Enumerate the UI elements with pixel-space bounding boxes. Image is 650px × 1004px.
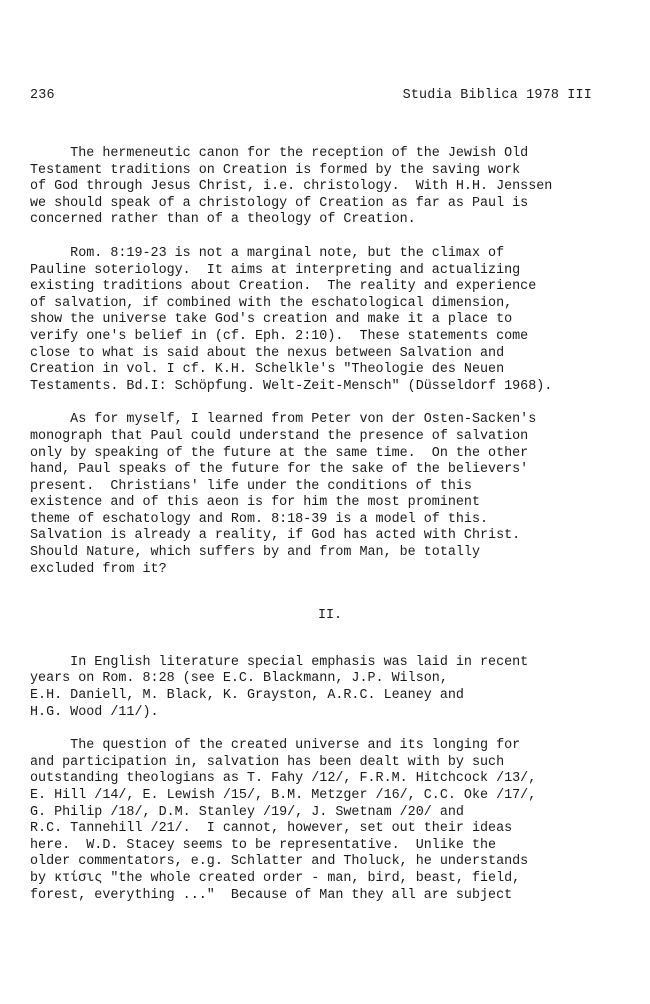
text-line: Testaments. Bd.I: Schöpfung. Welt-Zeit-Mensch" (Düsseldorf 1968). bbox=[30, 378, 553, 394]
text-line: Pauline soteriology. It aims at interpreting and actualizing bbox=[30, 262, 521, 278]
text-line: E.H. Daniell, M. Black, K. Grayston, A.R.C. Leaney and bbox=[30, 688, 464, 704]
text-line: we should speak of a christology of Creation as far as Paul is bbox=[30, 195, 529, 211]
text-line: by κτίσις "the whole created order - man, bird, beast, field, bbox=[30, 870, 521, 886]
text-line: E. Hill /14/, E. Lewish /15/, B.M. Metzger /16/, C.C. Oke /17/, bbox=[30, 788, 537, 803]
text-line: existing traditions about Creation. The reality and experience bbox=[30, 279, 537, 295]
text-line: Salvation is already a reality, if God has acted with Christ. bbox=[30, 528, 521, 544]
page-number: 236 bbox=[30, 88, 55, 103]
paragraph-3 bbox=[30, 412, 620, 578]
paragraph-5 bbox=[30, 738, 620, 904]
text-line: years on Rom. 8:28 (see E.C. Blackmann, J.P. Wilson, bbox=[30, 671, 448, 687]
body-text bbox=[30, 146, 620, 904]
text-line: concerned rather than of a theology of Creation. bbox=[30, 212, 416, 228]
text-line: show the universe take God's creation and make it a place to bbox=[30, 312, 513, 328]
text-line: existence and of this aeon is for him the most prominent bbox=[30, 495, 480, 511]
page-header bbox=[30, 88, 592, 106]
text-line: In English literature special emphasis was laid in recent bbox=[30, 654, 529, 670]
text-line: of salvation, if combined with the eschatological dimension, bbox=[30, 295, 513, 311]
text-line: The question of the created universe and its longing for bbox=[30, 738, 521, 754]
text-line: and participation in, salvation has been dealt with by such bbox=[30, 754, 505, 770]
text-line: forest, everything ..." Because of Man they all are subject bbox=[30, 887, 513, 903]
text-line: of God through Jesus Christ, i.e. christology. With H.H. Jenssen bbox=[30, 179, 553, 195]
text-line: only by speaking of the future at the same time. On the other bbox=[30, 445, 529, 461]
paragraph-2 bbox=[30, 246, 620, 395]
text-line: close to what is said about the nexus between Salvation and bbox=[30, 345, 505, 361]
text-line: Rom. 8:19-23 is not a marginal note, but the climax of bbox=[30, 245, 505, 261]
section-heading: II. bbox=[317, 608, 343, 624]
text-line: verify one's belief in (cf. Eph. 2:10). These statements come bbox=[30, 328, 529, 344]
paragraph-1 bbox=[30, 146, 620, 229]
text-line: Testament traditions on Creation is formed by the saving work bbox=[30, 162, 521, 178]
text-line: older commentators, e.g. Schlatter and Tholuck, he understands bbox=[30, 854, 529, 870]
text-line: As for myself, I learned from Peter von der Osten-Sacken's bbox=[30, 412, 537, 428]
paragraph-4 bbox=[30, 655, 620, 721]
text-line: The hermeneutic canon for the reception of the Jewish Old bbox=[30, 146, 529, 161]
text-line: here. W.D. Stacey seems to be representative. Unlike the bbox=[30, 837, 497, 853]
text-line: monograph that Paul could understand the presence of salvation bbox=[30, 428, 529, 444]
text-line: outstanding theologians as T. Fahy /12/, F.R.M. Hitchcock /13/, bbox=[30, 771, 537, 787]
text-line: hand, Paul speaks of the future for the sake of the believers' bbox=[30, 462, 529, 478]
text-line: Creation in vol. I cf. K.H. Schelkle's "Theologie des Neuen bbox=[30, 362, 505, 378]
running-head: Studia Biblica 1978 III bbox=[402, 88, 592, 103]
text-line: G. Philip /18/, D.M. Stanley /19/, J. Swetnam /20/ and bbox=[30, 804, 464, 820]
text-line: theme of eschatology and Rom. 8:18-39 is a model of this. bbox=[30, 511, 489, 527]
text-line: excluded from it? bbox=[30, 561, 167, 577]
text-line: R.C. Tannehill /21/. I cannot, however, set out their ideas bbox=[30, 821, 513, 837]
text-line: Should Nature, which suffers by and from Man, be totally bbox=[30, 545, 480, 561]
text-line: H.G. Wood /11/). bbox=[30, 704, 159, 720]
text-line: present. Christians' life under the conditions of this bbox=[30, 478, 472, 494]
